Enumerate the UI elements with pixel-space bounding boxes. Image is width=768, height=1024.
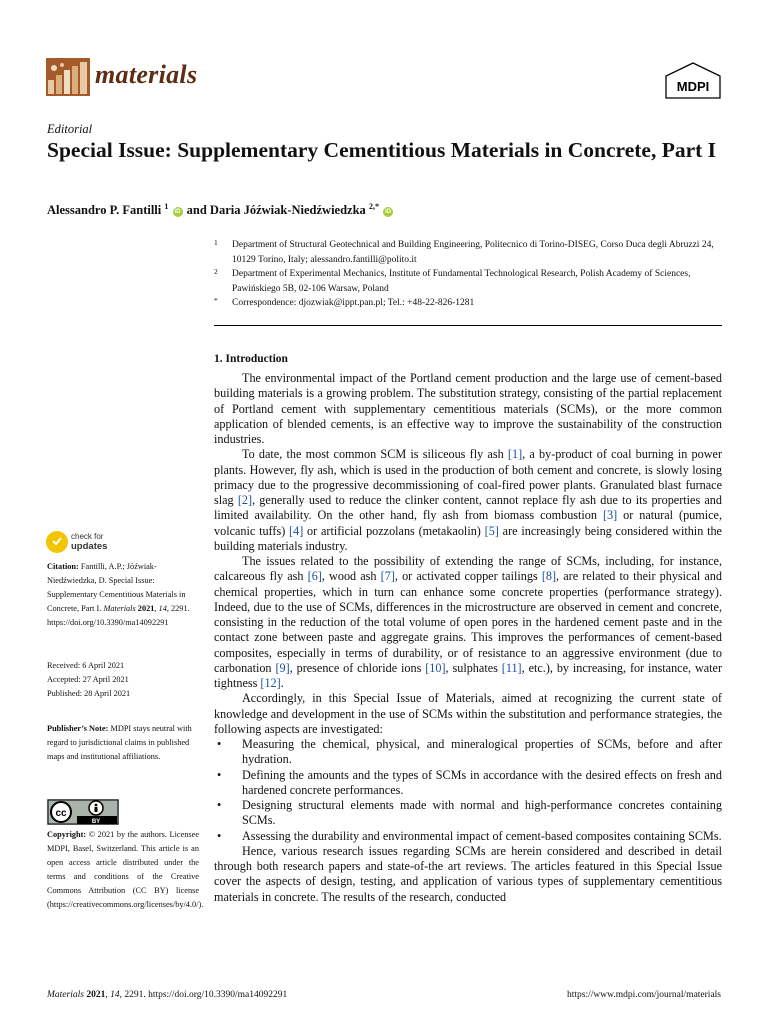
citation-link[interactable]: [3] [602, 508, 618, 523]
footer-doi[interactable]: , 2291. https://doi.org/10.3390/ma14092291 [119, 990, 288, 1000]
bullet-item: • Assessing the durability and environmental impact of cement-based composites containing SCMs. [214, 829, 722, 844]
footer-journal: Materials [47, 990, 84, 1000]
bullet-list [214, 737, 722, 844]
received-date: Received: 6 April 2021 [47, 661, 125, 670]
section-heading: 1. Introduction [214, 353, 288, 365]
citation-link[interactable]: [2] [237, 493, 253, 507]
bullet-item: • Measuring the chemical, physical, and mineralogical properties of SCMs, before and after hydration. [214, 737, 722, 768]
citation-doi[interactable]: , 2291. https://doi.org/10.3390/ma14092291 [47, 604, 190, 627]
author-name: Daria Jóźwiak-Niedźwiedzka [209, 203, 366, 218]
published-date: Published: 28 April 2021 [47, 689, 131, 698]
affiliation-mark: 2 [214, 267, 218, 276]
footer-journal-url[interactable]: https://www.mdpi.com/journal/materials [567, 990, 721, 1000]
citation-link[interactable]: [9] [275, 660, 290, 675]
paragraph: Accordingly, in this Special Issue of Materials, aimed at recognizing the current state of knowledge and development in the use of SCMs within the substitution and performance strategies, the following aspects are investigated: [214, 691, 722, 736]
affiliation-mark: 1 [214, 238, 218, 247]
paragraph: The environmental impact of the Portland cement production and the large use of cement-based building materials is a growing problem. The substitution strategy, consisting of the partial replacement of Portland cement with supplementary cementitious materials (SCMs), or the more common application of blended cements, is an effective way to improve the sustainability of the construction industries. [214, 371, 722, 446]
citation-link[interactable]: [8] [541, 569, 557, 584]
citation-text: Fantilli, A.P.; Jóźwiak-Niedźwiedzka, D. Special Issue: Supplementary Cementitious Materials in Concrete, Part I. [47, 562, 186, 613]
footer-volume: 14 [110, 990, 120, 1000]
check-updates-line1: check for [71, 532, 104, 541]
citation-link[interactable]: [6] [307, 569, 322, 584]
citation-year: 2021 [137, 604, 155, 613]
journal-logo-icon [46, 58, 90, 96]
affiliation-list [214, 238, 724, 311]
copyright-block [47, 828, 204, 912]
author-list [47, 202, 394, 218]
svg-text:cc: cc [55, 808, 67, 819]
orcid-icon[interactable]: iD [174, 209, 181, 216]
citation-block: Citation: Fantilli, A.P.; Jóźwiak-Niedźwiedzka, D. Special Issue: Supplementary Cementitious Materials in Concrete, Part I. Materials 2021, 14, 2291. https://doi.org/10.3390/ma14092291 [47, 562, 190, 627]
paragraph: Hence, various research issues regarding SCMs are herein considered and described in detail through both research papers and state-of-the art reviews. The articles featured in this Special Issue cover the aspects of design, testing, and application of various types of supplementary cementitious materials in concrete. The results of the research, conducted [214, 843, 722, 904]
author-affiliation-mark: 2,* [368, 202, 379, 211]
paragraph: The issues related to the possibility of extending the range of SCMs, including, for instance, calcareous fly ash [6], wood ash [7], or activated copper tailings [8], are related to their physical and chemical properties, which in turn can enhance some concrete properties (performance strategy). Indeed, due to the use of SCMs, differences in the microstructure are observed in cement and concrete, consisting in the reduction of the total volume of open pores in the hardened cement paste and in the contact zone between paste and aggregate grains. This improves the performances of cement-based composites, especially in terms of durability, or of resistance to an aggressive environment (due to carbonation [9], presence of chloride ions [10], sulphates [11], etc.), by increasing, for instance, water tightness [12]. [214, 554, 723, 690]
publisher-note-text: MDPI stays neutral with regard to jurisdictional claims in published maps and institutional affiliations. [47, 724, 192, 761]
footer-citation: Materials 2021, 14, 2291. https://doi.org/10.3390/ma14092291 [47, 990, 288, 1000]
journal-name: materials [95, 60, 198, 89]
bullet-item: • Defining the amounts and the types of SCMs in accordance with the desired effects on fresh and hardened concrete performances. [214, 768, 722, 799]
publication-dates [47, 659, 199, 701]
citation-link[interactable]: [4] [289, 523, 304, 538]
author-affiliation-mark: 1 [164, 202, 169, 211]
check-updates-icon [46, 531, 68, 553]
paragraph: To date, the most common SCM is siliceous fly ash [1], a by-product of coal burning in power plants. However, fly ash, which is used in the production of both cement and concrete, is slowly losing primacy due to the progressive decommissioning of coal-fired power plants. Granulated blast furnace slag [2], generally used to reduce the clinker content, cannot replace fly ash due to its properties and limited availability. On the other hand, fly ash from biomass combustion [3] or natural (pumice, volcanic tuffs) [4] or artificial pozzolans (metakaolin) [5] are increasingly being considered within the building materials industry. [214, 447, 723, 553]
affiliation-text: Department of Experimental Mechanics, Institute of Fundamental Technological Research, Polish Academy of Sciences, Pawińskiego 5B, 02-106 Warsaw, Poland [232, 269, 691, 294]
divider [214, 325, 722, 326]
citation-link[interactable]: [12] [260, 676, 281, 690]
affiliation-item [214, 296, 724, 311]
bullet-item: • Designing structural elements made with normal and high-performance concretes containing SCMs. [214, 798, 722, 829]
publisher-note [47, 722, 199, 764]
citation-volume: 14 [158, 604, 167, 613]
citation-label: Citation: [47, 562, 79, 571]
affiliation-mark: * [214, 296, 218, 305]
author-conjunction: and [186, 203, 207, 218]
citation-link[interactable]: [7] [380, 569, 395, 584]
citation-link[interactable]: [5] [484, 523, 499, 538]
affiliation-text: Department of Structural Geotechnical and Building Engineering, Politecnico di Torino-DISEG, Corso Duca degli Abruzzi 24, 10129 Torino, Italy; alessandro.fantilli@polito.it [232, 240, 714, 265]
correspondence-text: Correspondence: djozwiak@ippt.pan.pl; Tel.: +48-22-826-1281 [232, 298, 475, 308]
copyright-text: © 2021 by the authors. Licensee MDPI, Basel, Switzerland. This article is an open access article distributed under the terms and conditions of the Creative Commons Attribution (CC BY) license (https://creativecommons.org/licenses/by/4.0/). [47, 830, 204, 909]
citation-link[interactable]: [11] [501, 660, 522, 675]
citation-journal: Materials [103, 604, 136, 613]
article-body [214, 371, 722, 905]
author-name: Alessandro P. Fantilli [47, 203, 162, 218]
article-type: Editorial [47, 122, 93, 136]
article-title: Special Issue: Supplementary Cementitious Materials in Concrete, Part I [47, 138, 717, 162]
cc-by-license-icon[interactable] [47, 799, 119, 825]
accepted-date: Accepted: 27 April 2021 [47, 675, 129, 684]
cc-by-text: BY [91, 819, 101, 825]
citation-link[interactable]: [1] [507, 447, 523, 462]
publisher-note-label: Publisher’s Note: [47, 724, 109, 733]
affiliation-item [214, 238, 724, 267]
mdpi-logo-text: MDPI [676, 79, 710, 94]
footer-year: 2021 [86, 990, 106, 1000]
copyright-label: Copyright: [47, 830, 87, 839]
affiliation-item [214, 267, 724, 296]
mdpi-logo-icon [664, 62, 722, 100]
check-updates-line2: updates [71, 541, 108, 552]
citation-link[interactable]: [10] [425, 660, 446, 675]
check-for-updates-badge[interactable] [46, 531, 126, 555]
orcid-icon[interactable]: iD [385, 209, 392, 216]
